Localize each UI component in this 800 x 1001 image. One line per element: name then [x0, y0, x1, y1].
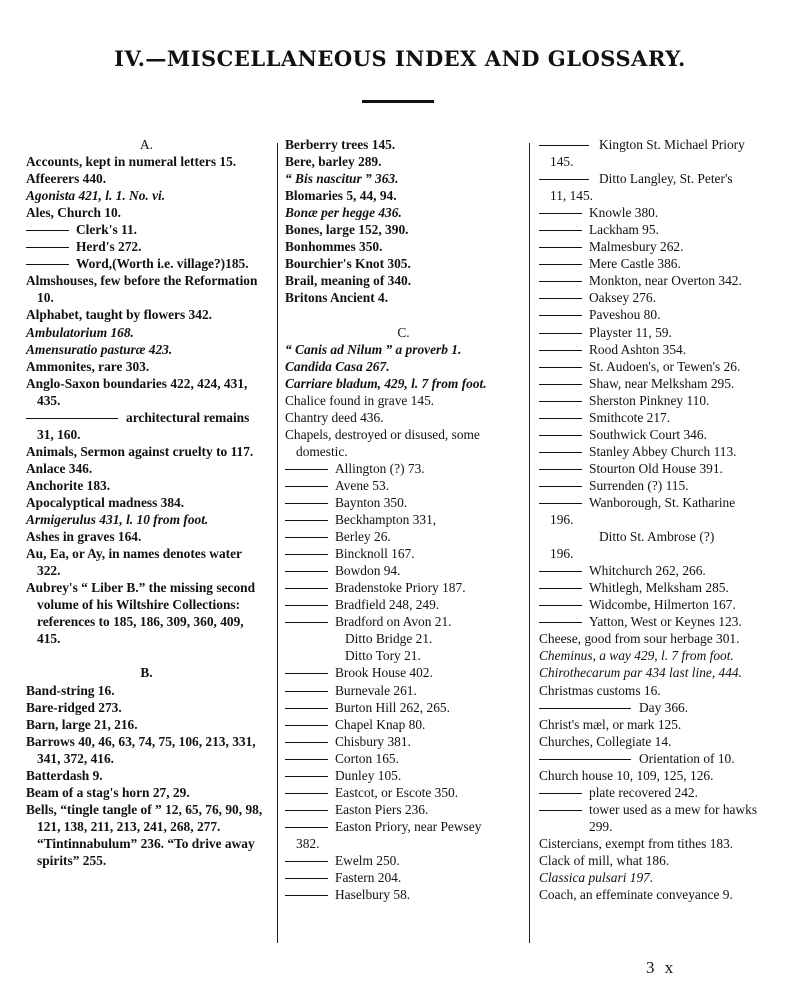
- index-subentry: Haselbury 58.: [285, 886, 522, 903]
- title-rule: [362, 100, 434, 103]
- index-subentry: Chisbury 381.: [285, 733, 522, 750]
- index-entry-continuation: 382.: [296, 835, 320, 851]
- index-subentry: Corton 165.: [285, 750, 522, 767]
- index-subentry: Smithcote 217.: [539, 409, 777, 426]
- index-entry: Anchorite 183.: [26, 477, 111, 493]
- index-entry: Classica pulsari 197.: [539, 870, 654, 886]
- section-heading-a: A.: [139, 137, 154, 152]
- index-column-1: [26, 136, 267, 869]
- index-column-2: [285, 136, 522, 903]
- index-entry: Christmas customs 16.: [539, 682, 661, 698]
- index-subentry: Dunley 105.: [285, 767, 522, 784]
- index-entry: Bones, large 152, 390.: [285, 222, 409, 238]
- index-subentry: Chapel Knap 80.: [285, 716, 522, 733]
- index-entry: Churches, Collegiate 14.: [539, 733, 672, 749]
- page-title: IV.—MISCELLANEOUS INDEX AND GLOSSARY.: [114, 46, 686, 71]
- index-entry: Cistercians, exempt from tithes 183.: [539, 835, 734, 851]
- index-subentry: St. Audoen's, or Tewen's 26.: [539, 358, 777, 375]
- index-subentry: Surrenden (?) 115.: [539, 477, 777, 494]
- index-subentry: Knowle 380.: [539, 204, 777, 221]
- index-subentry: Bradenstoke Priory 187.: [285, 579, 522, 596]
- index-entry: Brail, meaning of 340.: [285, 273, 412, 289]
- index-subentry: Widcombe, Hilmerton 167.: [539, 596, 777, 613]
- index-subentry: Wanborough, St. Katharine: [539, 494, 777, 511]
- index-entry: Berberry trees 145.: [285, 137, 396, 152]
- index-subentry: Oaksey 276.: [539, 289, 777, 306]
- index-entry: Band-string 16.: [26, 682, 115, 698]
- index-entry: Blomaries 5, 44, 94.: [285, 188, 397, 204]
- index-subentry: Ditto Langley, St. Peter's: [539, 170, 777, 187]
- index-entry: Almshouses, few before the Reformation 10.: [26, 273, 258, 306]
- index-entry: Coach, an effeminate conveyance 9.: [539, 887, 733, 903]
- index-entry: Amensuratio pasturæ 423.: [26, 341, 173, 357]
- index-entry: Ales, Church 10.: [26, 205, 121, 221]
- index-subentry: Ditto Bridge 21.: [345, 631, 433, 647]
- index-entry: Bourchier's Knot 305.: [285, 256, 411, 272]
- index-subentry: Monkton, near Overton 342.: [539, 272, 777, 289]
- index-entry-continuation: 196.: [550, 546, 574, 562]
- index-subentry: Yatton, West or Keynes 123.: [539, 613, 777, 630]
- index-entry: Batterdash 9.: [26, 767, 103, 783]
- index-subentry: Avene 53.: [285, 477, 522, 494]
- index-entry: Christ's mæl, or mark 125.: [539, 716, 682, 732]
- index-entry: Church house 10, 109, 125, 126.: [539, 767, 714, 783]
- index-subentry: Fastern 204.: [285, 869, 522, 886]
- index-subentry: Bincknoll 167.: [285, 545, 522, 562]
- index-subentry: Word,(Worth i.e. village?)185.: [26, 255, 267, 272]
- index-subentry: tower used as a mew for hawks 299.: [539, 801, 777, 835]
- index-entry: “ Canis ad Nilum ” a proverb 1.: [285, 341, 462, 357]
- index-subentry: Ditto Tory 21.: [345, 648, 421, 664]
- index-entry: Clack of mill, what 186.: [539, 852, 670, 868]
- index-subentry: Malmesbury 262.: [539, 238, 777, 255]
- index-entry: Alphabet, taught by flowers 342.: [26, 307, 212, 323]
- index-entry: Beam of a stag's horn 27, 29.: [26, 784, 190, 800]
- index-entry: Cheminus, a way 429, l. 7 from foot.: [539, 648, 734, 664]
- index-entry: Affeerers 440.: [26, 171, 107, 187]
- index-subentry: Burnevale 261.: [285, 682, 522, 699]
- index-entry: Au, Ea, or Ay, in names denotes water 322.: [26, 546, 242, 579]
- index-entry-continuation: 196.: [550, 512, 574, 528]
- index-entry: Bells, “tingle tangle of ” 12, 65, 76, 90, 98, 121, 138, 211, 213, 241, 268, 277. “Tintinnabulum” 236. “To drive away spirits” 255.: [26, 801, 263, 868]
- index-entry: Carriare bladum, 429, l. 7 from foot.: [285, 375, 487, 391]
- index-subentry: plate recovered 242.: [539, 784, 777, 801]
- index-subentry: Bradford on Avon 21.: [285, 613, 522, 630]
- index-entry: Ashes in graves 164.: [26, 529, 142, 545]
- index-entry: Chapels, destroyed or disused, some domestic.: [285, 426, 480, 459]
- index-entry: Chantry deed 436.: [285, 409, 384, 425]
- index-subentry: Bradfield 248, 249.: [285, 596, 522, 613]
- index-entry: Chirothecarum par 434 last line, 444.: [539, 665, 742, 681]
- index-subentry: Allington (?) 73.: [285, 460, 522, 477]
- index-entry: Cheese, good from sour herbage 301.: [539, 631, 740, 647]
- index-entry-continuation: 31, 160.: [37, 426, 81, 442]
- index-entry: Ammonites, rare 303.: [26, 358, 150, 374]
- index-subentry: Baynton 350.: [285, 494, 522, 511]
- index-entry: “ Bis nascitur ” 363.: [285, 171, 399, 187]
- index-entry: Aubrey's “ Liber B.” the missing second volume of his Wiltshire Collections: references to 185, 186, 309, 360, 409, 415.: [26, 580, 256, 647]
- index-subentry: Stanley Abbey Church 113.: [539, 443, 777, 460]
- index-entry: Anglo-Saxon boundaries 422, 424, 431, 435.: [26, 375, 248, 408]
- index-subentry: Herd's 272.: [26, 238, 267, 255]
- index-entry-continuation: 11, 145.: [550, 188, 594, 204]
- index-subentry: Clerk's 11.: [26, 221, 267, 238]
- index-subentry: Burton Hill 262, 265.: [285, 699, 522, 716]
- index-entry: Armigerulus 431, l. 10 from foot.: [26, 512, 209, 528]
- index-entry: Bere, barley 289.: [285, 154, 382, 170]
- index-subentry: Bowdon 94.: [285, 562, 522, 579]
- index-subentry: Easton Priory, near Pewsey: [285, 818, 522, 835]
- index-entry: Bare-ridged 273.: [26, 699, 122, 715]
- index-subentry: Playster 11, 59.: [539, 324, 777, 341]
- index-entry: Animals, Sermon against cruelty to 117.: [26, 443, 254, 459]
- index-entry: Bonæ per hegge 436.: [285, 205, 402, 221]
- index-entry: Britons Ancient 4.: [285, 290, 389, 306]
- index-subentry: Ewelm 250.: [285, 852, 522, 869]
- index-entry: Candida Casa 267.: [285, 358, 390, 374]
- column-divider: [529, 143, 530, 943]
- column-divider: [277, 143, 278, 943]
- section-heading-b: B.: [140, 665, 153, 681]
- index-subentry: Kington St. Michael Priory: [539, 136, 777, 153]
- index-subentry: Whitchurch 262, 266.: [539, 562, 777, 579]
- index-entry: Chalice found in grave 145.: [285, 392, 435, 408]
- index-entry: Apocalyptical madness 384.: [26, 494, 185, 510]
- index-subentry: Mere Castle 386.: [539, 255, 777, 272]
- index-entry: Barrows 40, 46, 63, 74, 75, 106, 213, 331, 341, 372, 416.: [26, 733, 256, 766]
- index-subentry: Day 366.: [539, 699, 777, 716]
- section-heading-c: C.: [397, 324, 410, 340]
- index-subentry: Sherston Pinkney 110.: [539, 392, 777, 409]
- index-subentry: architectural remains: [26, 409, 267, 426]
- index-subentry: Stourton Old House 391.: [539, 460, 777, 477]
- index-subentry: Southwick Court 346.: [539, 426, 777, 443]
- index-entry: Agonista 421, l. 1. No. vi.: [26, 188, 166, 204]
- index-entry: Bonhommes 350.: [285, 239, 383, 255]
- index-subentry: Orientation of 10.: [539, 750, 777, 767]
- index-subentry: Rood Ashton 354.: [539, 341, 777, 358]
- index-subentry: Berley 26.: [285, 528, 522, 545]
- index-subentry: Brook House 402.: [285, 664, 522, 681]
- index-subentry: Whitlegh, Melksham 285.: [539, 579, 777, 596]
- index-subentry: Easton Piers 236.: [285, 801, 522, 818]
- index-entry: Anlace 346.: [26, 460, 93, 476]
- index-entry: Ambulatorium 168.: [26, 324, 134, 340]
- index-subentry: Beckhampton 331,: [285, 511, 522, 528]
- index-subentry: Eastcot, or Escote 350.: [285, 784, 522, 801]
- signature-mark: 3 x: [646, 958, 677, 977]
- index-subentry: Paveshou 80.: [539, 306, 777, 323]
- index-entry: Accounts, kept in numeral letters 15.: [26, 154, 237, 170]
- index-subentry: Shaw, near Melksham 295.: [539, 375, 777, 392]
- index-subentry: Ditto St. Ambrose (?): [599, 529, 715, 545]
- index-column-3: [539, 136, 777, 903]
- index-entry-continuation: 145.: [550, 154, 574, 170]
- index-subentry: Lackham 95.: [539, 221, 777, 238]
- index-entry: Barn, large 21, 216.: [26, 716, 138, 732]
